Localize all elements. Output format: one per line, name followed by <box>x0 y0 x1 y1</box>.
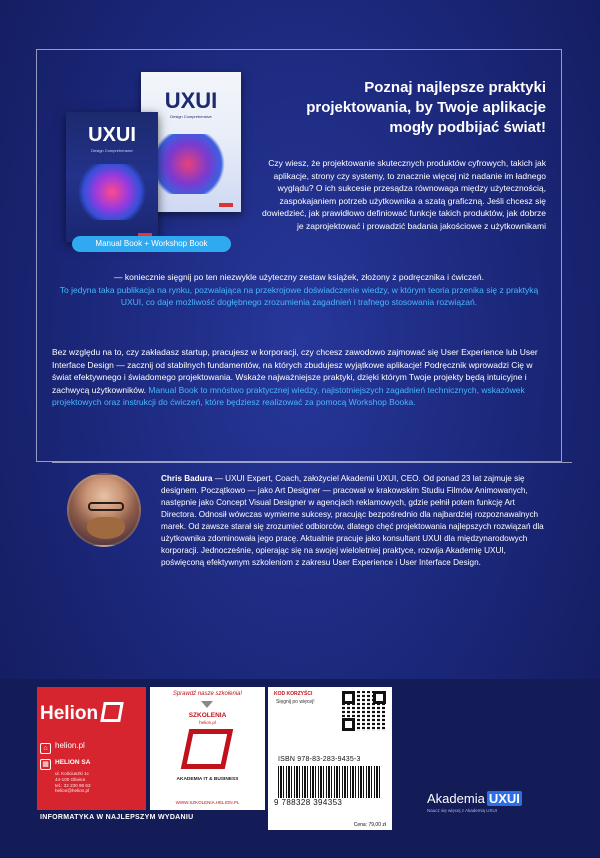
intro-text: — koniecznie sięgnij po ten niezwykle użyteczny zestaw książek, złożony z podręcznika i ćwiczeń. <box>114 272 484 282</box>
author-bio <box>161 473 547 569</box>
kod-korzysci-label: KOD KORZYŚCI <box>274 691 313 697</box>
front-cover-title: UXUI <box>88 124 136 146</box>
akademia-tagline: Naucz się więcej z Akademią UXUI <box>427 808 498 813</box>
helion-site-row[interactable] <box>40 741 143 754</box>
cart-icon: ⌂ <box>40 743 51 754</box>
intro-paragraph-continued <box>52 271 546 309</box>
second-highlight: Manual Book to mnóstwo praktycznej wiedzy, najistotniejszych zagadnień technicznych, wskazówek projektowych oraz instrukcji do ćwiczeń, które będziesz realizować za pomocą Workshop Booka. <box>52 384 525 408</box>
qr-marker <box>342 691 355 704</box>
front-cover-subtitle: Design Comprehensive <box>91 148 133 153</box>
price: Cena: 79,00 zł <box>268 821 392 830</box>
helion-slogan: INFORMATYKA W NAJLEPSZYM WYDANIU <box>40 814 194 821</box>
barcode-icon <box>278 766 382 798</box>
beard-shape <box>87 517 125 539</box>
helion-mark-icon <box>100 702 124 722</box>
helion-company-row <box>40 757 143 770</box>
szkolenia-brand-sub: helion.pl <box>199 720 216 725</box>
kod-sign-text: Sięgnij po więcej! <box>276 699 315 705</box>
szkolenia-academy: AKADEMIA IT & BUSINESS <box>176 777 239 782</box>
intro-highlight: To jedyna taka publikacja na rynku, pozwalająca na przekrojowe doświadczenie wiedzy, w którym teoria przenika się z praktyką UXUI, co daje możliwość dogłębnego zrozumienia zagadnień i trafnego stosowania rozwiązań. <box>59 284 539 308</box>
back-cover-subtitle: Design Comprehensive <box>170 114 212 119</box>
headline: Poznaj najlepsze praktyki projektowania, by Twoje aplikacje mogły podbijać świat! <box>306 79 546 136</box>
book-covers <box>66 72 248 232</box>
helion-logo <box>40 701 143 727</box>
author-name: Chris Badura <box>161 474 213 483</box>
paint-splash-image <box>155 134 229 194</box>
paint-splash-image <box>74 164 150 220</box>
isbn: ISBN 978-83-283-9435-3 <box>278 756 361 763</box>
author-photo <box>67 473 141 547</box>
akademia-logo <box>427 791 522 806</box>
section-divider <box>52 462 572 463</box>
second-text: Bez względu na to, czy zakładasz startup, pracujesz w korporacji, czy chcesz zawodowo zajmować się User Experience lub User Interface Design — zacznij od stabilnych fundamentów, na których zbudujesz wyjątkowe aplikacje! Podręcznik wprowadzi Cię w świat efektywnego i świadomego projektowania. Wskaże najważniejsze praktyki, dzięki którym Twoje projekty będą intuicyjne i zachwycą użytkowników. <box>52 347 538 395</box>
helion-company-name: HELION SA <box>55 759 91 766</box>
akademia-ux-badge: UXUI <box>488 791 520 806</box>
code-panel <box>268 687 392 821</box>
back-cover-title: UXUI <box>164 88 218 113</box>
second-paragraph <box>52 346 546 409</box>
author-bio-text: — UXUI Expert, Coach, założyciel Akademii UXUI, CEO. Od ponad 23 lat zajmuje się designem. Początkowo — jako Art Designer — pracował w krakowskim Studiu Filmów Animowanych, następnie jako Concept Visual Designer w agencjach reklamowych, gdzie pełnił potem funkcję Art Directora. Odnosił wówczas wymierne sukcesy, pracując bezpośrednio dla najbardziej rozpoznawalnych marek. Od zawsze starał się zrozumieć odbiorców, dlatego chęć projektowania najlepszych rozwiązań dla użytkownika zdominowała jego pracę. Aktualnie pracuje jako konsultant UXUI dla międzynarodowych korporacji. Jednocześnie, opierając się na swojej wieloletniej praktyce, rozwija Akademię UXUI, poświęconą efektywnym szkoleniom z zakresu User Experience i User Interface Design. <box>161 474 544 567</box>
szkolenia-invite: Sprawdź nasze szkolenia! <box>172 691 243 697</box>
book-set-badge: Manual Book + Workshop Book <box>72 236 231 252</box>
glasses-shape <box>88 502 124 511</box>
szkolenia-brand: SZKOLENIA <box>188 712 227 719</box>
szkolenia-url[interactable]: WWW.SZKOLENIA.HELION.PL <box>175 800 240 805</box>
publisher-mark <box>219 203 233 207</box>
arrow-down-icon <box>201 701 213 708</box>
helion-address: ul. Kościuszki 1c 44-100 Gliwice tel.: 32 230 98 63 helion@helion.pl <box>55 771 91 794</box>
helion-site-link[interactable]: helion.pl <box>55 741 85 750</box>
barcode-number: 9 788328 394353 <box>274 798 343 807</box>
building-icon: ▦ <box>40 759 51 770</box>
szkolenia-logo-icon <box>181 729 234 769</box>
manual-book-cover <box>66 112 158 242</box>
qr-code-icon[interactable] <box>342 691 386 731</box>
szkolenia-panel <box>150 687 265 810</box>
helion-logo-text: Helion <box>40 703 99 724</box>
akademia-name: Akademia <box>427 791 485 806</box>
qr-marker <box>373 691 386 704</box>
intro-paragraph: Czy wiesz, że projektowanie skutecznych produktów cyfrowych, takich jak aplikacje, strony czy systemy, to znacznie więcej niż nadanie im ładnego wyglądu? O ich sukcesie przesądza równowaga między użytecznością, zaspokajaniem potrzeb użytkownika a szatą graficzną. Jeśli chcesz się dowiedzieć, jak prawidłowo definiować funkcje takich produktów, jak dobrze je zaprojektować i prowadzić badania jakościowe z użytkownikami <box>262 158 546 231</box>
qr-marker <box>342 718 355 731</box>
